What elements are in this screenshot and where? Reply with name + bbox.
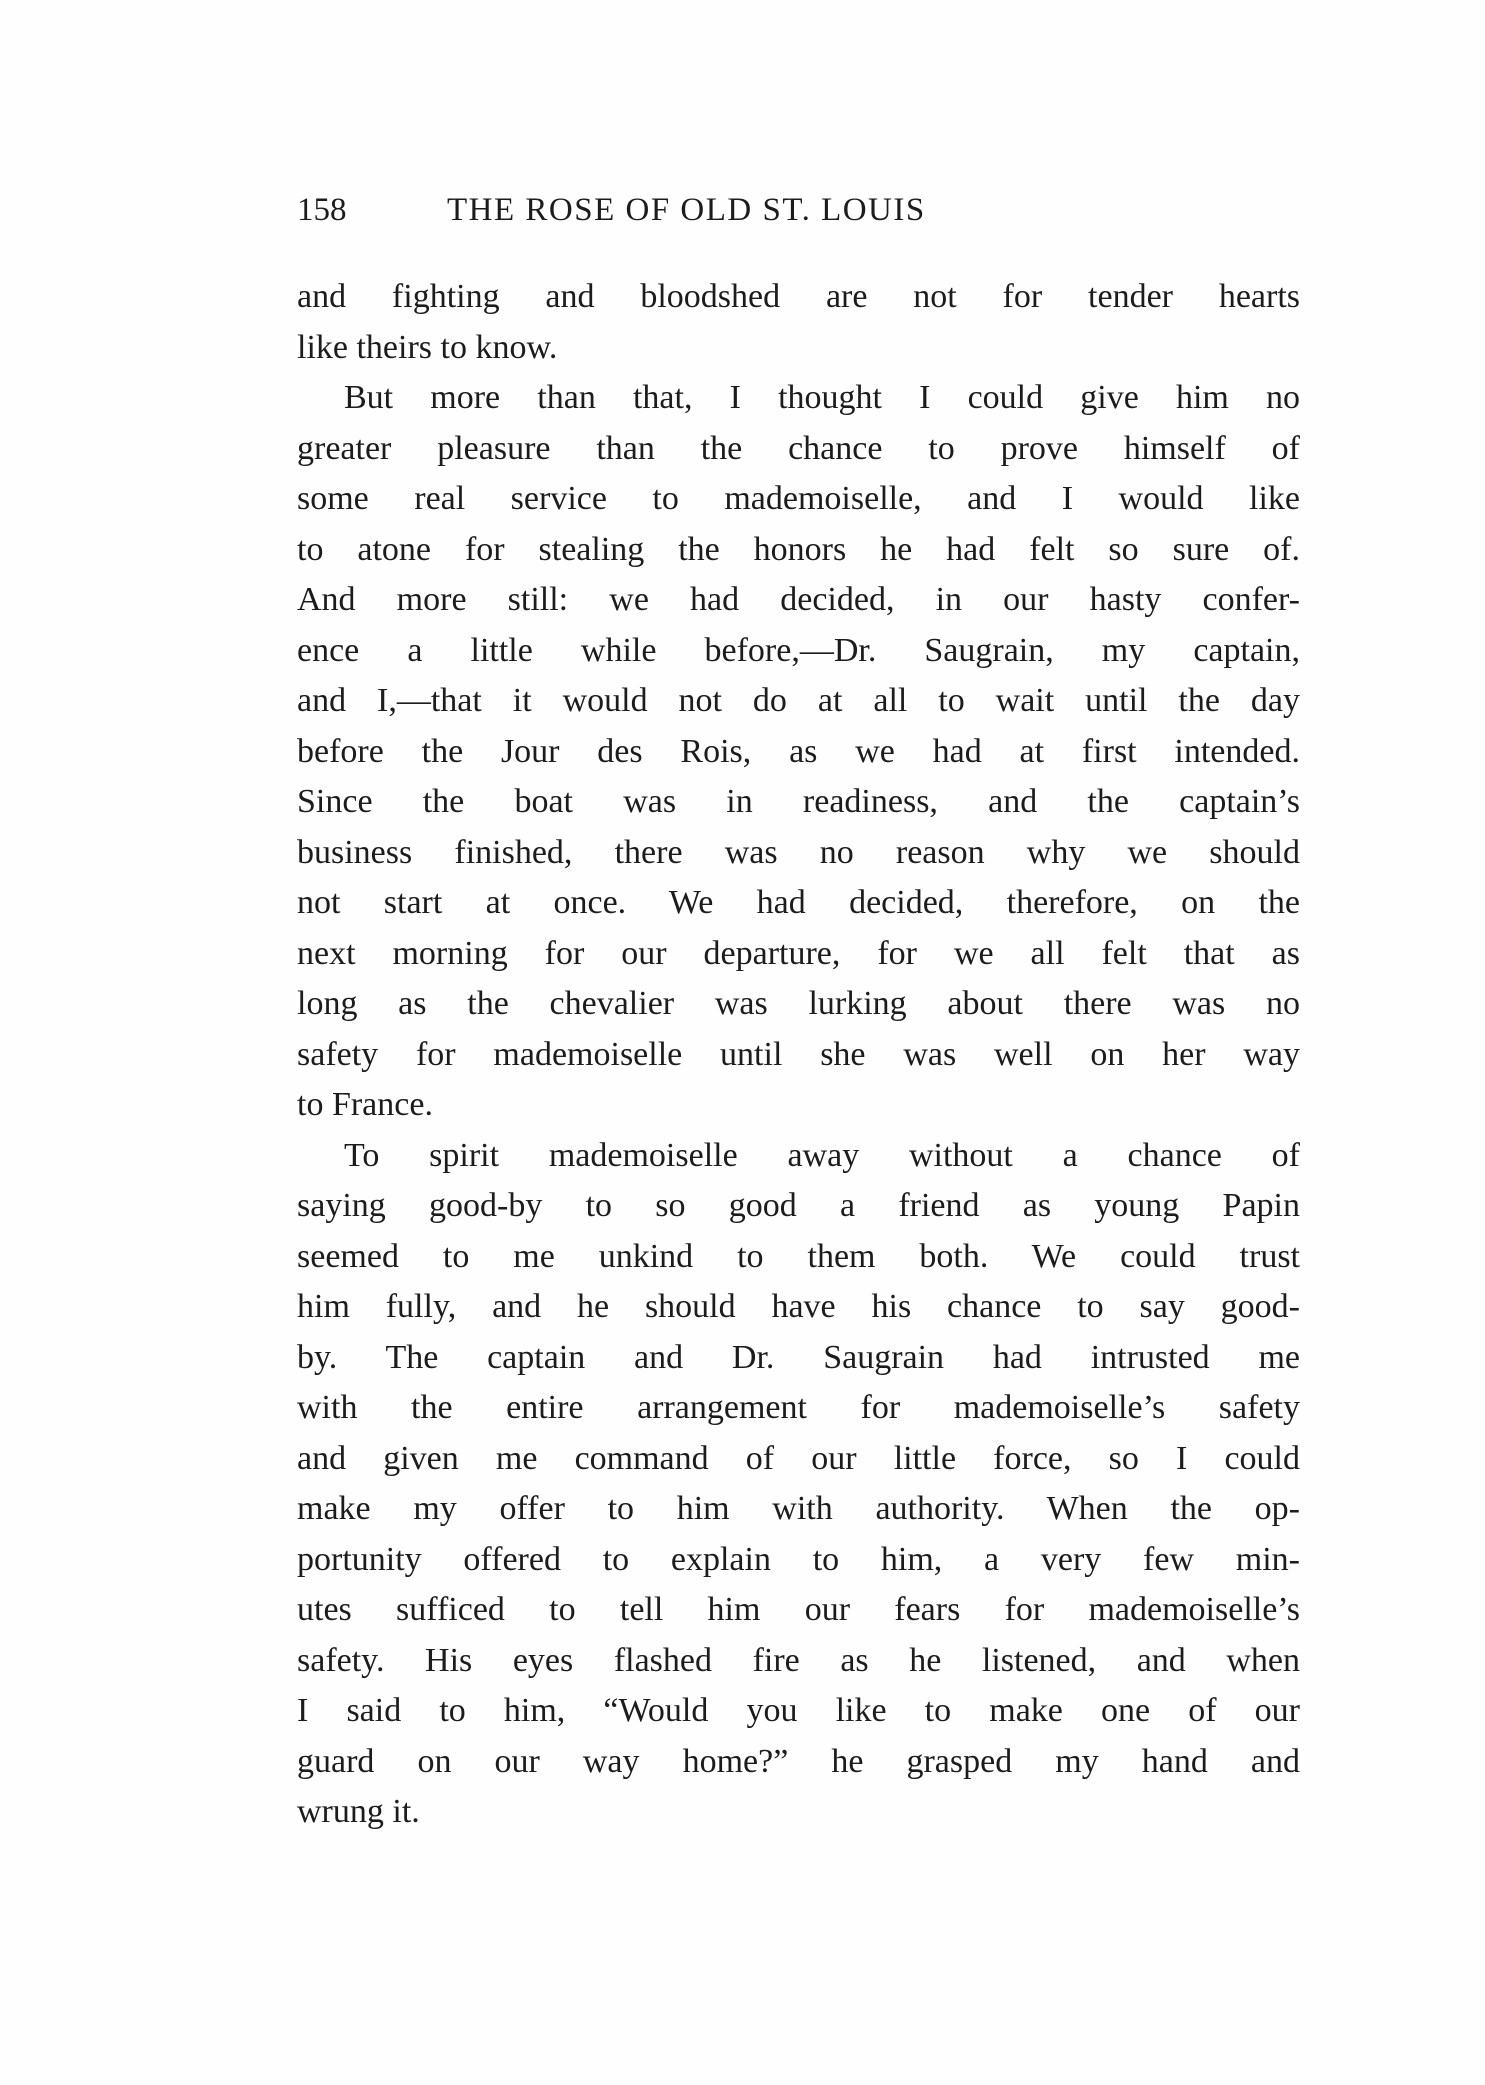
text-line: some real service to mademoiselle, and I would like: [297, 480, 1300, 518]
text-line: To spirit mademoiselle away without a chance of: [344, 1136, 1300, 1174]
text-line: long as the chevalier was lurking about there was no: [297, 985, 1300, 1023]
text-line: him fully, and he should have his chance to say good-: [297, 1288, 1300, 1326]
text-line: greater pleasure than the chance to prove himself of: [297, 429, 1300, 467]
text-line: safety for mademoiselle until she was well on her way: [297, 1035, 1300, 1073]
text-line: guard on our way home?” he grasped my hand and: [297, 1742, 1300, 1780]
text-line: utes sufficed to tell him our fears for mademoiselle’s: [297, 1591, 1300, 1629]
text-line: make my offer to him with authority. When the op-: [297, 1490, 1300, 1528]
text-line: wrung it.: [297, 1793, 420, 1831]
text-line: and I,—that it would not do at all to wait until the day: [297, 682, 1300, 720]
text-line: like theirs to know.: [297, 328, 558, 366]
text-line: before the Jour des Rois, as we had at first intended.: [297, 732, 1300, 770]
page-number: 158: [297, 192, 347, 228]
text-line: seemed to me unkind to them both. We could trust: [297, 1237, 1300, 1275]
text-line: safety. His eyes flashed fire as he listened, and when: [297, 1641, 1300, 1679]
text-line: and given me command of our little force, so I could: [297, 1439, 1300, 1477]
text-line: with the entire arrangement for mademoiselle’s safety: [297, 1389, 1300, 1427]
text-line: by. The captain and Dr. Saugrain had intrusted me: [297, 1338, 1300, 1376]
text-line: Since the boat was in readiness, and the captain’s: [297, 783, 1300, 821]
text-line: and fighting and bloodshed are not for tender hearts: [297, 278, 1300, 315]
text-line: I said to him, “Would you like to make one of our: [297, 1692, 1300, 1730]
text-line: portunity offered to explain to him, a very few min-: [297, 1540, 1300, 1578]
page-body-text: [297, 272, 1300, 1838]
text-line: And more still: we had decided, in our hasty confer-: [297, 581, 1300, 619]
running-header: [297, 192, 1307, 238]
running-title: THE ROSE OF OLD ST. LOUIS: [447, 192, 926, 228]
text-line: to atone for stealing the honors he had felt so sure of.: [297, 530, 1300, 568]
text-line: next morning for our departure, for we all felt that as: [297, 934, 1300, 972]
text-line: saying good-by to so good a friend as young Papin: [297, 1187, 1300, 1225]
text-line: not start at once. We had decided, therefore, on the: [297, 884, 1300, 922]
text-line: ence a little while before,—Dr. Saugrain, my captain,: [297, 631, 1300, 669]
text-line: business finished, there was no reason why we should: [297, 833, 1300, 871]
text-line: But more than that, I thought I could give him no: [344, 379, 1300, 417]
text-line: to France.: [297, 1086, 433, 1124]
